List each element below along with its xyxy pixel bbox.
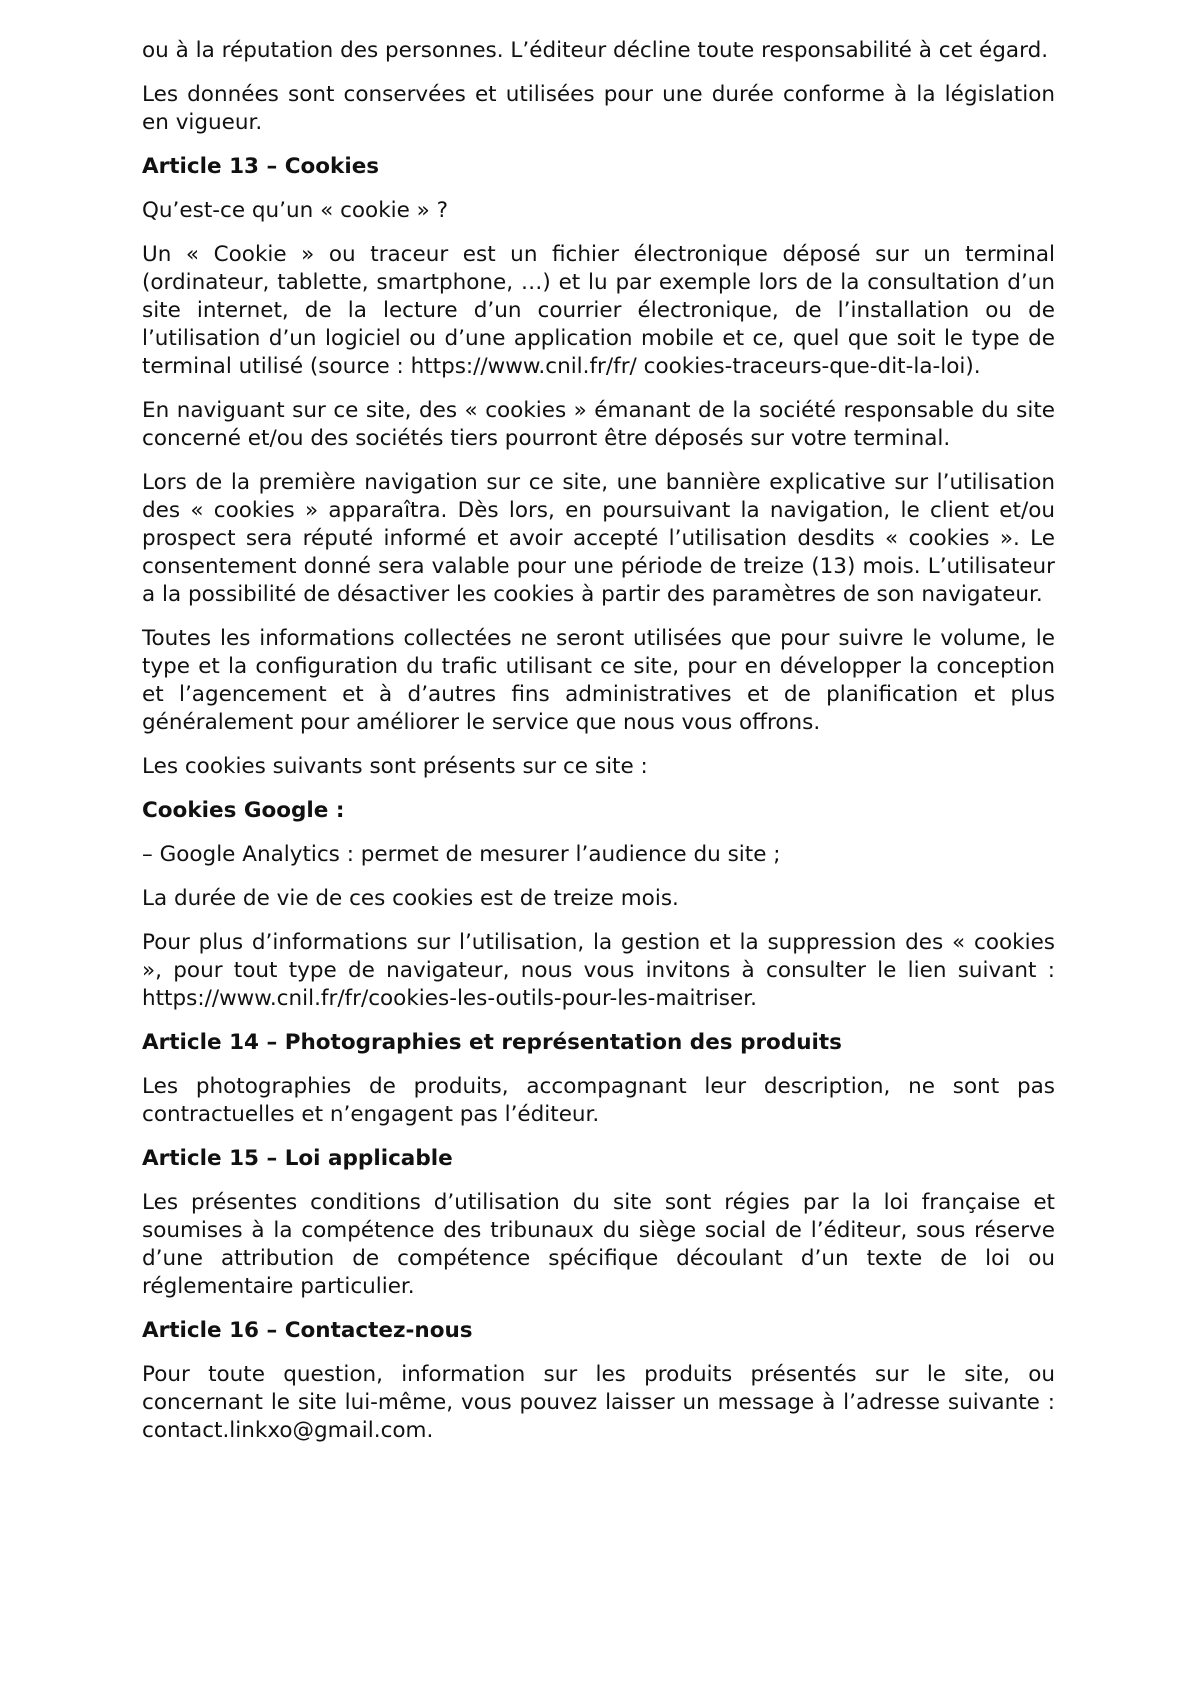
cnil-link-paragraph: Pour plus d’informations sur l’utilisation, la gestion et la suppression des « cookies », pour tout type de navigateur, nous vous invitons à consulter le lien suivant : https://www.cnil.fr/fr/cookies-les-outils-pour-les-maitriser. [142, 930, 1055, 1011]
article-13-paragraph-3: En naviguant sur ce site, des « cookies » émanant de la société responsable du site concerné et/ou des sociétés tiers pourront être déposés sur votre terminal. [142, 398, 1055, 451]
article-14-heading: Article 14 – Photographies et représentation des produits [142, 1030, 842, 1055]
article-15-heading: Article 15 – Loi applicable [142, 1146, 453, 1171]
article-13-paragraph-5: Toutes les informations collectées ne seront utilisées que pour suivre le volume, le type et la configuration du trafic utilisant ce site, pour en développer la conception et l’agencement et à d’autres fins administratives et de planification et plus généralement pour améliorer le service que nous vous offrons. [142, 626, 1055, 735]
article-15-paragraph-1: Les présentes conditions d’utilisation du site sont régies par la loi française et soumises à la compétence des tribunaux du siège social de l’éditeur, sous réserve d’une attribution de compétence spécifique découlant d’un texte de loi ou réglementaire particulier. [142, 1190, 1055, 1299]
cookies-google-heading: Cookies Google : [142, 798, 345, 823]
document-page [142, 37, 1055, 1461]
intro-paragraph-2: Les données sont conservées et utilisées pour une durée conforme à la législation en vigueur. [142, 82, 1055, 135]
cookie-lifetime-paragraph: La durée de vie de ces cookies est de treize mois. [142, 886, 679, 911]
intro-paragraph-1: ou à la réputation des personnes. L’éditeur décline toute responsabilité à cet égard. [142, 38, 1049, 63]
article-13-paragraph-6: Les cookies suivants sont présents sur ce site : [142, 754, 648, 779]
article-13-paragraph-2: Un « Cookie » ou traceur est un fichier électronique déposé sur un terminal (ordinateur, tablette, smartphone, …) et lu par exemple lors de la consultation d’un site internet, de la lecture d’un courrier électronique, de l’installation ou de l’utilisation d’un logiciel ou d’une application mobile et ce, quel que soit le type de terminal utilisé (source : https://www.cnil.fr/fr/ cookies-traceurs-que-dit-la-loi). [142, 242, 1055, 379]
article-13-paragraph-4: Lors de la première navigation sur ce site, une bannière explicative sur l’utilisation des « cookies » apparaîtra. Dès lors, en poursuivant la navigation, le client et/ou prospect sera réputé informé et avoir accepté l’utilisation desdits « cookies ». Le consentement donné sera valable pour une période de treize (13) mois. L’utilisateur a la possibilité de désactiver les cookies à partir des paramètres de son navigateur. [142, 470, 1055, 607]
google-analytics-item: – Google Analytics : permet de mesurer l’audience du site ; [142, 842, 781, 867]
article-14-paragraph-1: Les photographies de produits, accompagnant leur description, ne sont pas contractuelles et n’engagent pas l’éditeur. [142, 1074, 1055, 1127]
article-13-paragraph-1: Qu’est-ce qu’un « cookie » ? [142, 198, 449, 223]
article-16-paragraph-1: Pour toute question, information sur les produits présentés sur le site, ou concernant le site lui-même, vous pouvez laisser un message à l’adresse suivante : contact.linkxo@gmail.com. [142, 1362, 1055, 1443]
article-16-heading: Article 16 – Contactez-nous [142, 1318, 473, 1343]
article-13-heading: Article 13 – Cookies [142, 154, 380, 179]
